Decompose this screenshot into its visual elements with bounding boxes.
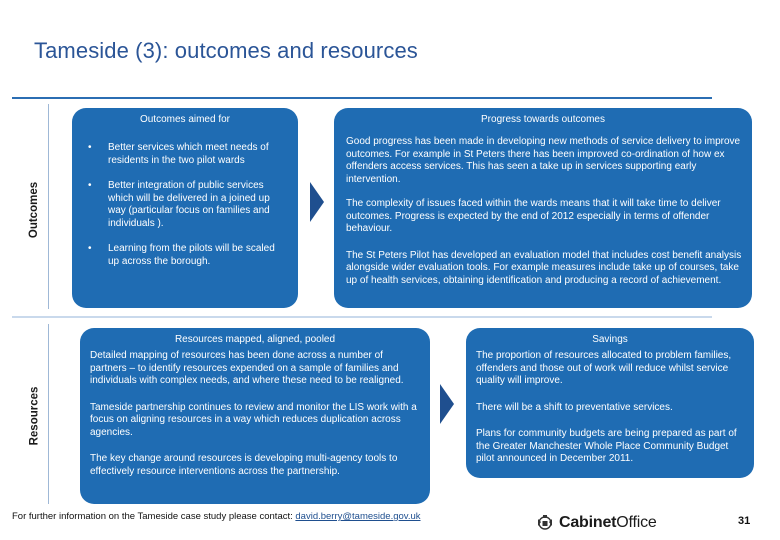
bullet-glyph: • xyxy=(88,142,92,153)
outcomes-aimed-panel xyxy=(72,108,298,308)
logo-word-bold: Cabinet xyxy=(559,514,617,531)
outcomes-progress-body xyxy=(346,136,746,287)
resources-side-label-wrap xyxy=(22,326,46,506)
outcomes-aimed-list xyxy=(88,142,288,281)
outcomes-aimed-item-text: Better integration of public services which will be delivered in a joined up way (particular focus on families and individuals ). xyxy=(108,180,270,229)
savings-paragraph: The proportion of resources allocated to problem families, offenders and those out of work will reduce whilst service quality will improve. xyxy=(476,350,732,386)
outcomes-progress-panel xyxy=(334,108,752,308)
savings-paragraph: Plans for community budgets are being prepared as part of the Greater Manchester Whole Place Community Budget pilot announced in December 2011. xyxy=(476,428,737,464)
title-divider xyxy=(12,97,712,99)
contact-email-link[interactable]: david.berry@tameside.gov.uk xyxy=(295,511,421,522)
outcomes-side-label: Outcomes xyxy=(28,181,40,239)
footer-text: For further information on the Tameside case study please contact: xyxy=(12,511,296,522)
cabinet-office-logo xyxy=(535,513,657,533)
arrow-right-icon xyxy=(310,182,324,222)
resources-mapped-panel xyxy=(80,328,430,504)
resources-savings-body xyxy=(476,350,748,466)
outcomes-aimed-item-text: Learning from the pilots will be scaled up across the borough. xyxy=(108,243,275,267)
arrow-right-icon xyxy=(440,384,454,424)
page-number: 31 xyxy=(738,515,751,527)
mapped-paragraph: Tameside partnership continues to review and monitor the LIS work with a focus on aligning resources in a way which reduces duplication across agencies. xyxy=(90,401,417,438)
bullet-glyph: • xyxy=(88,243,92,254)
mapped-paragraph: Detailed mapping of resources has been done across a number of partners – to identify resources expended on a sample of families and individuals with complex needs, and where these need to be realigned. xyxy=(90,350,404,386)
resources-side-label: Resources xyxy=(28,386,40,446)
logo-wordmark xyxy=(559,514,657,532)
outcomes-aimed-item xyxy=(88,180,288,230)
outcomes-side-line xyxy=(48,104,49,309)
outcomes-aimed-header: Outcomes aimed for xyxy=(139,114,231,125)
outcomes-aimed-item xyxy=(88,243,288,268)
section-divider xyxy=(12,316,712,318)
outcomes-aimed-item-text: Better services which meet needs of residents in the two pilot wards xyxy=(108,142,269,166)
progress-paragraph: The St Peters Pilot has developed an evaluation model that includes cost benefit analysis alongside wider evaluation tools. For example measures include take up of courses, take up of health services, obtaining identification and producing a record of achievement. xyxy=(346,249,742,286)
resources-mapped-body xyxy=(90,350,420,478)
bullet-glyph: • xyxy=(88,180,92,191)
resources-savings-panel xyxy=(466,328,754,478)
resources-mapped-header: Resources mapped, aligned, pooled xyxy=(174,334,336,345)
footer-contact xyxy=(12,511,421,522)
crest-icon xyxy=(535,513,555,533)
progress-paragraph: The complexity of issues faced within the wards means that it will take time to deliver outcomes. Progress is expected by the end of 2012 especially in terms of offender behaviour. xyxy=(346,198,721,234)
resources-side-line xyxy=(48,324,49,504)
page-title: Tameside (3): outcomes and resources xyxy=(34,38,418,63)
outcomes-aimed-item xyxy=(88,142,288,167)
resources-savings-header: Savings xyxy=(592,334,628,345)
logo-word-regular: Office xyxy=(616,514,657,531)
outcomes-side-label-wrap xyxy=(22,110,46,310)
savings-paragraph: There will be a shift to preventative services. xyxy=(476,401,673,413)
mapped-paragraph: The key change around resources is developing multi-agency tools to effectively resource interventions across the partnership. xyxy=(90,453,398,477)
outcomes-progress-header: Progress towards outcomes xyxy=(481,114,605,125)
progress-paragraph: Good progress has been made in developing new methods of service delivery to improve outcomes. For example in St Peters there has been improved co-ordination of how ex offenders access services. This has seen a take up in services supporting early intervention. xyxy=(346,136,741,185)
